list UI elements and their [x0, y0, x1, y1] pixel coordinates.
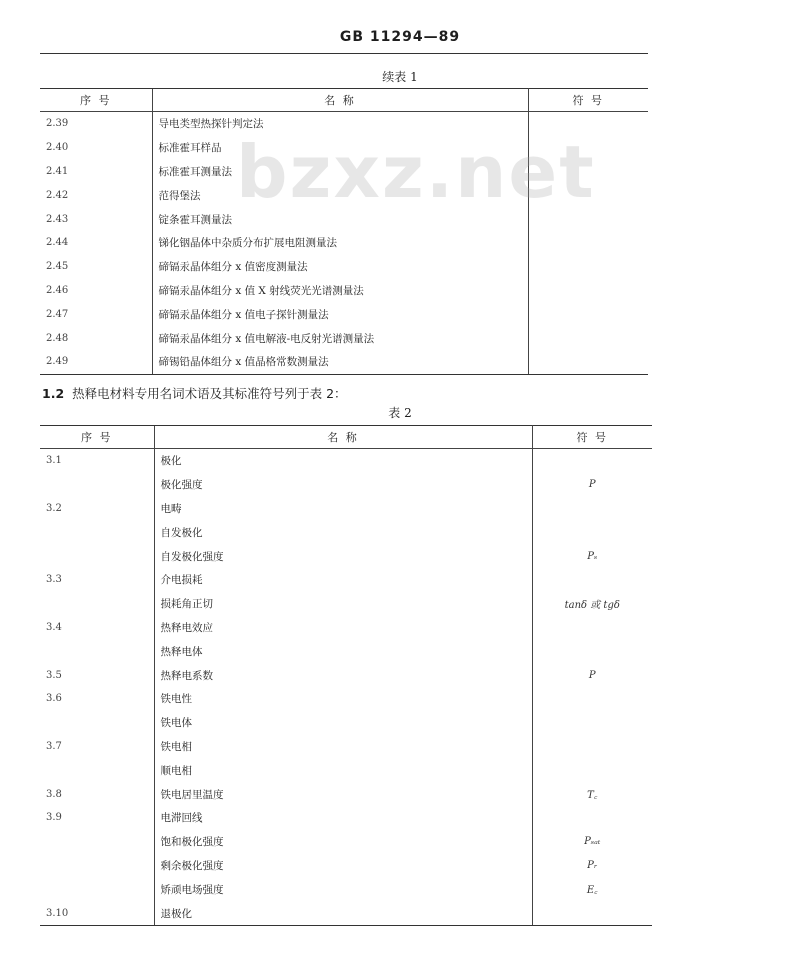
row-code: 3.7: [46, 740, 62, 752]
row-code: 3.8: [46, 788, 62, 800]
table-row: [40, 901, 652, 925]
table-row: [40, 160, 648, 184]
table-row: [40, 854, 652, 878]
row-symbol: [528, 255, 648, 279]
column-header-name: 名 称: [154, 426, 532, 449]
row-name: 剩余极化强度: [154, 854, 532, 878]
row-name: 铁电相: [154, 735, 532, 759]
table-row: [40, 687, 652, 711]
row-symbol: [532, 806, 652, 830]
row-code: 2.42: [46, 189, 69, 201]
table-row: [40, 639, 652, 663]
row-name: 退极化: [154, 901, 532, 925]
row-symbol: [532, 639, 652, 663]
row-name: 碲镉汞晶体组分 x 值电子探针测量法: [152, 302, 528, 326]
watermark: bzxz.net: [236, 130, 596, 214]
row-name: 损耗角正切: [154, 592, 532, 616]
row-name: 锑化铟晶体中杂质分布扩展电阻测量法: [152, 231, 528, 255]
row-symbol: [528, 136, 648, 160]
table1-caption: 续表 1: [382, 70, 418, 84]
row-code: [40, 592, 154, 616]
row-symbol: [528, 160, 648, 184]
table-row: [40, 473, 652, 497]
row-name: 热释电效应: [154, 616, 532, 640]
row-symbol: Pₛₐₜ: [584, 836, 601, 848]
row-symbol: [528, 350, 648, 374]
table-row: [40, 520, 652, 544]
header-rule: [40, 53, 648, 54]
row-code: 3.1: [46, 455, 62, 467]
table2-caption: 表 2: [388, 406, 412, 420]
row-name: 电畴: [154, 497, 532, 521]
row-symbol: E꜀: [586, 885, 598, 897]
row-symbol: P: [588, 479, 596, 491]
table-row: [40, 497, 652, 521]
table-row: [40, 302, 648, 326]
row-name: 顺电相: [154, 758, 532, 782]
row-code: 2.45: [46, 261, 69, 273]
column-header-symbol: 符 号: [528, 89, 648, 112]
row-code: 3.10: [40, 901, 154, 925]
row-name: 碲镉汞晶体组分 x 值 X 射线荧光光谱测量法: [152, 279, 528, 303]
row-symbol: [532, 520, 652, 544]
row-name: 自发极化强度: [154, 544, 532, 568]
row-code: [40, 544, 154, 568]
column-header-code: 序 号: [40, 426, 154, 449]
row-symbol: [528, 302, 648, 326]
row-code: [40, 877, 154, 901]
row-symbol: [528, 279, 648, 303]
table-row: [40, 806, 652, 830]
row-code: 2.41: [46, 165, 69, 177]
row-name: 范得堡法: [152, 183, 528, 207]
table-row: [40, 231, 648, 255]
row-name: 热释电体: [154, 639, 532, 663]
table-row: [40, 183, 648, 207]
row-code: 2.49: [40, 350, 152, 374]
row-code: [40, 711, 154, 735]
row-name: 自发极化: [154, 520, 532, 544]
row-name: 极化强度: [154, 473, 532, 497]
row-name: 饱和极化强度: [154, 830, 532, 854]
table-row: [40, 758, 652, 782]
section-note: [42, 384, 347, 402]
row-code: 2.40: [46, 142, 69, 154]
column-header-code: 序 号: [40, 89, 152, 112]
row-symbol: P: [588, 669, 596, 681]
table-row: [40, 735, 652, 759]
row-name: 碲镉汞晶体组分 x 值电解液-电反射光谱测量法: [152, 326, 528, 350]
row-name: 碲镉汞晶体组分 x 值密度测量法: [152, 255, 528, 279]
table2: [40, 425, 652, 926]
table-row: [40, 136, 648, 160]
row-symbol: tanδ 或 tgδ: [564, 600, 620, 612]
table-row: [40, 663, 652, 687]
row-name: 铁电性: [154, 687, 532, 711]
table-row: [40, 326, 648, 350]
row-code: 2.48: [46, 332, 69, 344]
column-header-name: 名 称: [152, 89, 528, 112]
row-code: [40, 758, 154, 782]
table-row: [40, 782, 652, 806]
row-name: 标准霍耳测量法: [152, 160, 528, 184]
row-code: 3.6: [46, 693, 62, 705]
row-name: 导电类型热探针判定法: [152, 112, 528, 136]
table-row: [40, 544, 652, 568]
row-symbol: [528, 183, 648, 207]
section-text: 热释电材料专用名词术语及其标准符号列于表 2：: [72, 386, 347, 401]
row-code: [40, 854, 154, 878]
row-name: 极化: [154, 449, 532, 473]
row-code: 2.46: [46, 284, 69, 296]
row-name: 标准霍耳样品: [152, 136, 528, 160]
row-symbol: [532, 616, 652, 640]
row-code: 2.44: [46, 237, 69, 249]
row-code: 2.47: [46, 308, 69, 320]
row-code: 3.4: [46, 621, 62, 633]
table-row: [40, 830, 652, 854]
row-name: 热释电系数: [154, 663, 532, 687]
table-row: [40, 592, 652, 616]
row-symbol: [532, 449, 652, 473]
row-name: 电滞回线: [154, 806, 532, 830]
table-row: [40, 350, 648, 374]
row-name: 介电损耗: [154, 568, 532, 592]
table-row: [40, 877, 652, 901]
row-symbol: [532, 687, 652, 711]
row-symbol: [532, 758, 652, 782]
table-row: [40, 255, 648, 279]
row-symbol: [528, 207, 648, 231]
standard-number: GB 11294—89: [339, 29, 461, 45]
table1: [40, 88, 648, 375]
row-symbol: [532, 901, 652, 925]
row-symbol: T꜀: [587, 790, 598, 802]
row-symbol: [528, 326, 648, 350]
row-symbol: [532, 735, 652, 759]
row-name: 铁电体: [154, 711, 532, 735]
row-code: 3.2: [46, 502, 62, 514]
row-name: 锭条霍耳测量法: [152, 207, 528, 231]
row-code: 3.9: [46, 812, 62, 824]
row-name: 碲锡铅晶体组分 x 值晶格常数测量法: [152, 350, 528, 374]
row-code: 3.3: [46, 574, 62, 586]
row-symbol: [528, 112, 648, 136]
row-code: 2.43: [46, 213, 69, 225]
row-code: 2.39: [46, 118, 69, 130]
table-row: [40, 449, 652, 473]
table-row: [40, 112, 648, 136]
row-symbol: [532, 497, 652, 521]
row-code: [40, 830, 154, 854]
row-symbol: Pᵣ: [587, 859, 598, 871]
row-code: [40, 639, 154, 663]
row-code: [40, 473, 154, 497]
table-row: [40, 279, 648, 303]
row-symbol: [528, 231, 648, 255]
table-row: [40, 711, 652, 735]
table-row: [40, 207, 648, 231]
table-row: [40, 616, 652, 640]
row-symbol: [532, 711, 652, 735]
row-name: 矫顽电场强度: [154, 877, 532, 901]
row-name: 铁电居里温度: [154, 782, 532, 806]
row-code: 3.5: [46, 669, 62, 681]
row-symbol: [532, 568, 652, 592]
column-header-symbol: 符 号: [532, 426, 652, 449]
row-code: [40, 520, 154, 544]
row-symbol: Pₛ: [587, 550, 598, 562]
table-row: [40, 568, 652, 592]
section-number: 1.2: [42, 386, 65, 401]
